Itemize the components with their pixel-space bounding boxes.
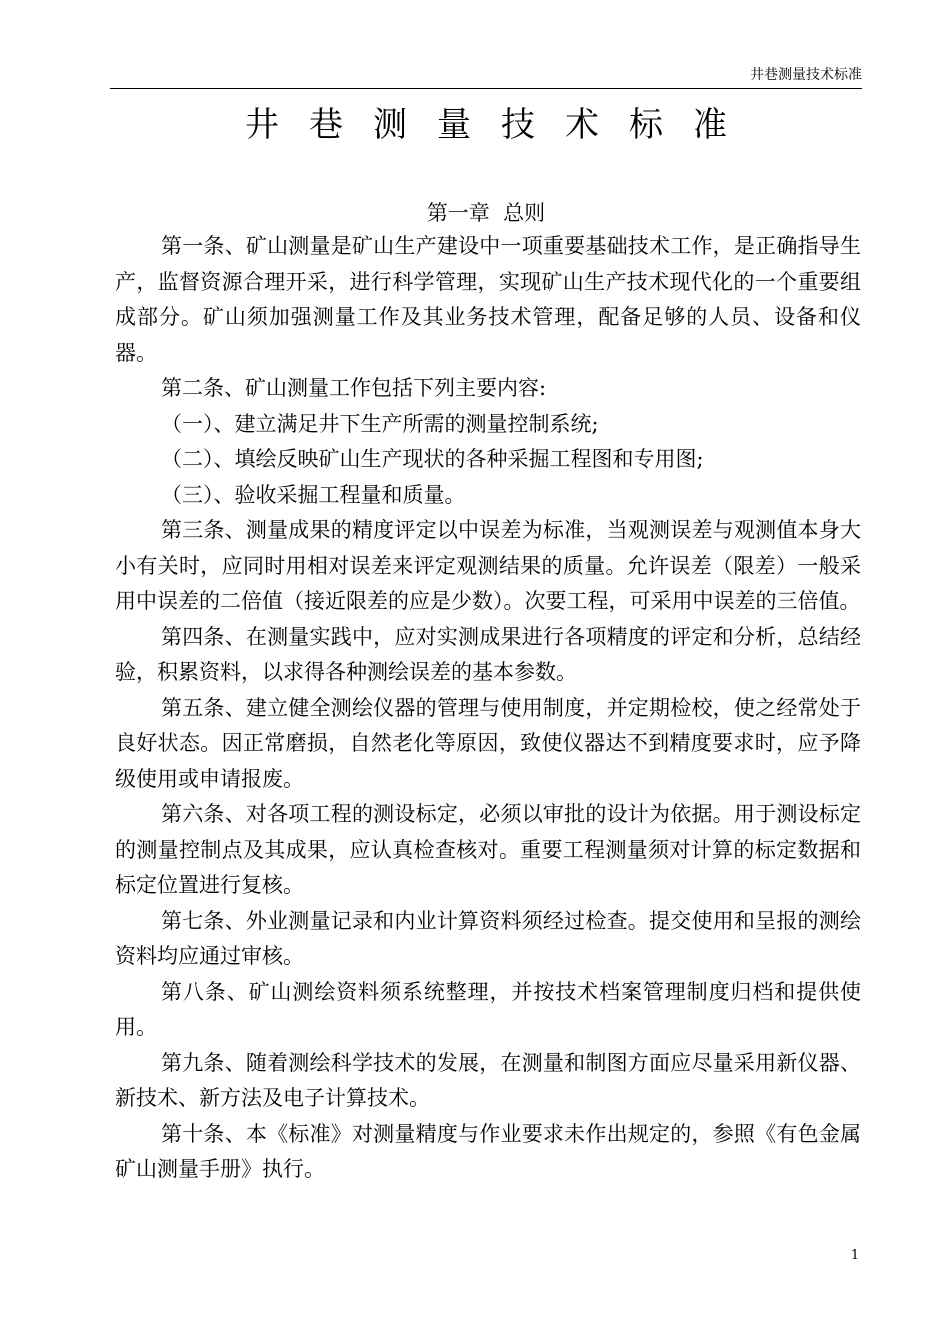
document-title: 井巷测量技术标准 — [245, 105, 757, 145]
article-8: 第八条、矿山测绘资料须系统整理，并按技术档案管理制度归档和提供使用。 — [115, 979, 861, 1039]
article-1: 第一条、矿山测量是矿山生产建设中一项重要基础技术工作，是正确指导生产，监督资源合理开采，进行科学管理，实现矿山生产技术现代化的一个重要组成部分。矿山须加强测量工作及其业务技术管理，配备足够的人员、设备和仪器。 — [115, 234, 861, 365]
article-2-item-2: （二）、填绘反映矿山生产现状的各种采掘工程图和专用图; — [161, 447, 704, 471]
article-2-item-1: （一）、建立满足井下生产所需的测量控制系统; — [161, 411, 599, 436]
running-header — [110, 66, 862, 89]
running-header-title: 井巷测量技术标准 — [750, 67, 862, 83]
page-number: 1 — [850, 1248, 860, 1263]
article-2: 第二条、矿山测量工作包括下列主要内容: — [161, 376, 547, 400]
article-7: 第七条、外业测量记录和内业计算资料须经过检查。提交使用和呈报的测绘资料均应通过审核。 — [115, 908, 861, 968]
article-9: 第九条、随着测绘科学技术的发展，在测量和制图方面应尽量采用新仪器、新技术、新方法及电子计算技术。 — [115, 1050, 861, 1110]
chapter-title: 第一章 总则 — [426, 201, 546, 225]
article-3: 第三条、测量成果的精度评定以中误差为标准，当观测误差与观测值本身大小有关时，应同时用相对误差来评定观测结果的质量。允许误差（限差）一般采用中误差的二倍值（接近限差的应是少数）。次要工程，可采用中误差的三倍值。 — [115, 518, 861, 613]
article-6: 第六条、对各项工程的测设标定，必须以审批的设计为依据。用于测设标定的测量控制点及其成果，应认真检查核对。重要工程测量须对计算的标定数据和标定位置进行复核。 — [115, 802, 861, 897]
article-2-item-3: （三）、验收采掘工程量和质量。 — [161, 482, 466, 507]
article-10: 第十条、本《标准》对测量精度与作业要求未作出规定的，参照《有色金属矿山测量手册》执行。 — [115, 1121, 861, 1181]
document-body — [115, 229, 861, 1188]
article-5: 第五条、建立健全测绘仪器的管理与使用制度，并定期检校，使之经常处于良好状态。因正常磨损，自然老化等原因，致使仪器达不到精度要求时，应予降级使用或申请报废。 — [115, 695, 861, 791]
article-4: 第四条、在测量实践中，应对实测成果进行各项精度的评定和分析，总结经验，积累资料，以求得各种测绘误差的基本参数。 — [115, 624, 861, 684]
